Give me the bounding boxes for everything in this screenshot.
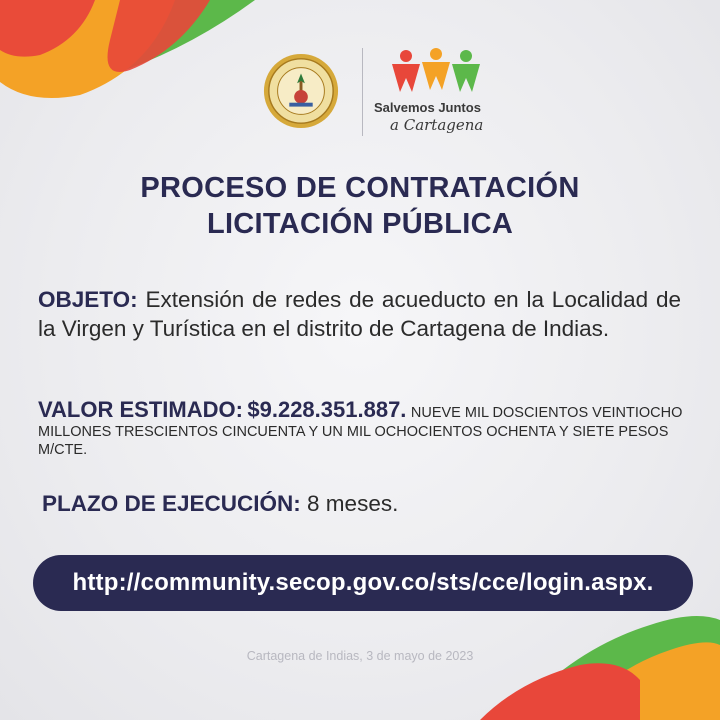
objeto-label: OBJETO: bbox=[38, 287, 138, 312]
page-title-line2: LICITACIÓN PÚBLICA bbox=[206, 208, 514, 240]
secop-link[interactable]: http://community.secop.gov.co/sts/cce/login.aspx. bbox=[33, 555, 693, 611]
valor-section bbox=[38, 397, 688, 459]
salvemos-juntos-logo bbox=[372, 48, 512, 140]
plazo-label: PLAZO DE EJECUCIÓN: bbox=[42, 491, 301, 516]
valor-words: NUEVE MIL DOSCIENTOS VEINTIOCHO MILLONES TRESCIENTOS CINCUENTA Y UN MIL OCHOCIENTOS OCHENTA Y SIETE PESOS M/CTE. bbox=[38, 405, 683, 458]
page-title-line1: PROCESO DE CONTRATACIÓN bbox=[140, 172, 580, 204]
logo-divider bbox=[362, 48, 363, 136]
decorative-shapes-top-left bbox=[0, 0, 300, 120]
brand-name-line2: a Cartagena bbox=[390, 116, 484, 134]
decorative-shapes-bottom-right bbox=[460, 610, 720, 720]
objeto-text: Extensión de redes de acueducto en la Localidad de la Virgen y Turística en el distrito de Cartagena de Indias. bbox=[38, 287, 681, 341]
header-logos bbox=[262, 48, 512, 140]
objeto-section bbox=[38, 285, 681, 343]
footer-date: Cartagena de Indias, 3 de mayo de 2023 bbox=[246, 649, 474, 663]
salvemos-juntos-logo-icon bbox=[386, 48, 486, 94]
brand-name-line1: Salvemos Juntos bbox=[374, 100, 481, 115]
plazo-section bbox=[42, 491, 398, 517]
valor-label: VALOR ESTIMADO: bbox=[38, 397, 243, 422]
plazo-value: 8 meses. bbox=[307, 491, 399, 516]
city-seal-icon bbox=[262, 52, 340, 130]
valor-amount: $9.228.351.887. bbox=[247, 397, 407, 422]
